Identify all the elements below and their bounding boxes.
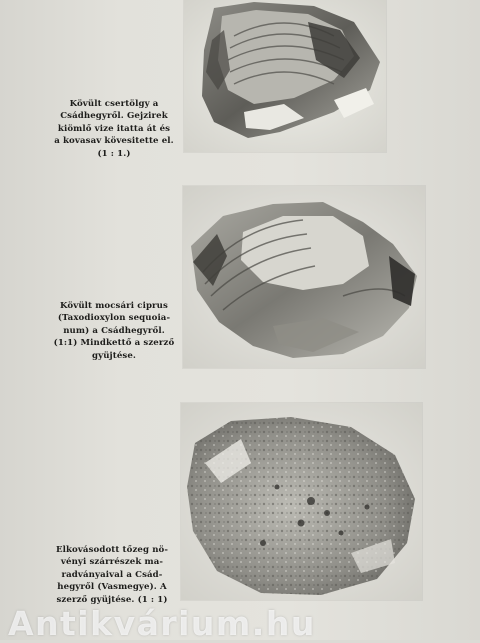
- photo-petrified-cypress: [183, 186, 425, 368]
- caption-petrified-oak: Kövült csertölgy a Csádhegyről. Gejzirek kiömlő vize itatta át és a kovasav kövesitette el. (1 : 1.): [54, 99, 174, 159]
- caption-petrified-cypress: Kövült mocsári ciprus (Taxodioxylon sequoia- num) a Csádhegyről. (1:1) Mindkettő a szerző gyüjtése.: [53, 301, 175, 361]
- photo-petrified-oak: [184, 0, 386, 152]
- watermark-text: Antikvárium.hu: [8, 604, 316, 643]
- caption-silicified-peat: Elkovásodott tőzeg nö- vényi szárrészek ma- radványaival a Csád- hegyről (Vasmegye). A szerző gyüjtése. (1 : 1): [55, 545, 169, 605]
- photo-silicified-peat: [181, 403, 422, 600]
